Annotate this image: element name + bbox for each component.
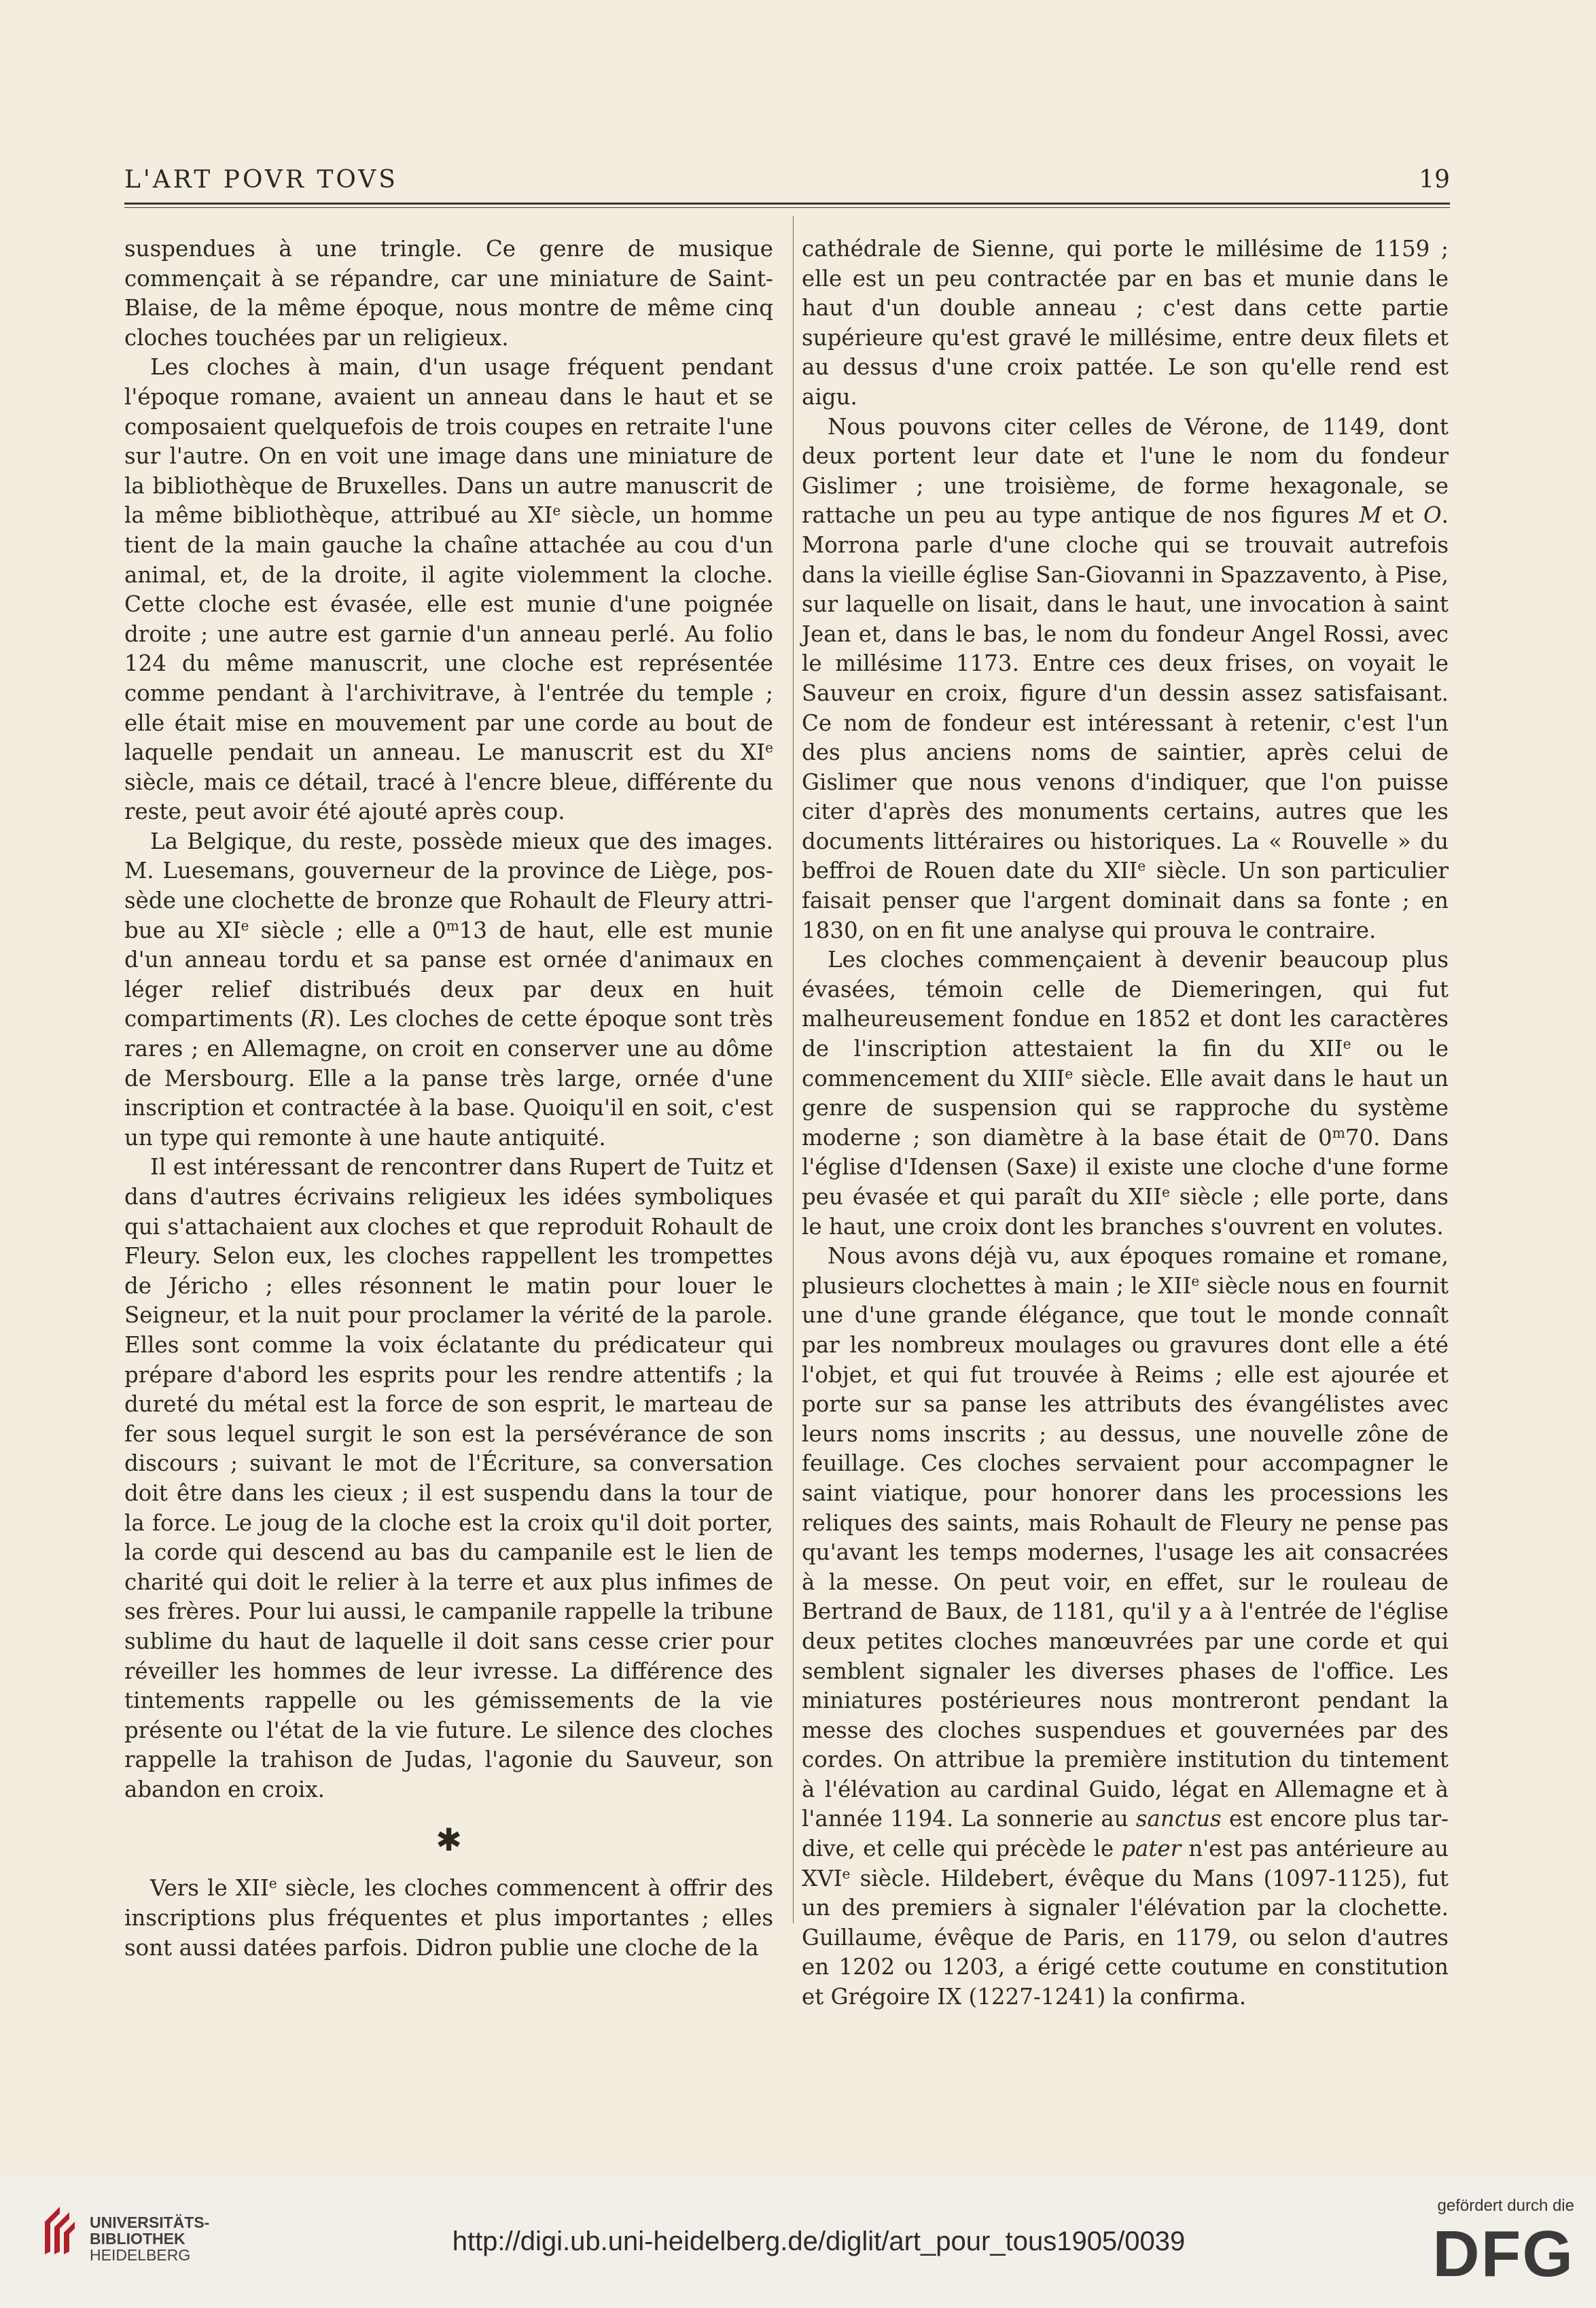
- running-header: [124, 166, 1450, 200]
- header-rule-thick: [124, 203, 1450, 205]
- right-column: [802, 234, 1449, 2012]
- running-title: L'ART POVR TOVS: [124, 166, 398, 194]
- dfg-logo: DFG: [1432, 2218, 1574, 2290]
- paragraph: Les cloches à main, d'un usage fréquent pendant l'époque romane, avaient un anneau dans le haut et se composaient quelquefois de trois coupes en retraite l'une sur l'autre. On en voit une image dans une miniature de la bibliothèque de Bruxelles. Dans un autre manuscrit de la même bibliothèque, attribué au XIe siècle, un homme tient de la main gauche la chaîne attachée au cou d'un animal, et, de la droite, il agite violemment la cloche. Cette cloche est évasée, elle est munie d'une poignée droite ; une autre est garnie d'un anneau perlé. Au folio 124 du même manuscrit, une cloche est représentée comme pendant à l'archivitrave, à l'entrée du temple ; elle était mise en mouvement par une corde au bout de laquelle pendait un anneau. Le manuscrit est du XIe siècle, mais ce détail, tracé à l'encre bleue, différente du reste, peut avoir été ajouté après coup.: [124, 354, 773, 825]
- library-name: UNIVERSITÄTS- BIBLIOTHEK HEIDELBERG: [90, 2214, 210, 2264]
- library-logo-icon: [42, 2204, 77, 2257]
- paragraph: Nous avons déjà vu, aux époques romaine et romane, plusieurs clochettes à main ; le XIIe siècle nous en fournit une d'une grande élégance, que tout le monde connaît par les nombreux moulages ou gravures dont elle a été l'objet, et qui fut trouvée à Reims ; elle est ajourée et porte sur sa panse les attributs des évangélistes avec leurs noms inscrits ; au dessus, une nouvelle zône de feuillage. Ces cloches servaient pour accompagner le saint viatique, pour honorer dans les processions les reliques des saints, mais Rohault de Fleury ne pense pas qu'avant les temps modernes, l'usage les ait consacrées à la messe. On peut voir, en effet, sur le rouleau de Bertrand de Baux, de 1181, qu'il y a à l'entrée de l'église deux petites cloches manœuvrées par une corde et qui semblent signaler les diverses phases de l'office. Les miniatures postérieures nous montreront pendant la messe des cloches suspendues et gouvernées par des cordes. On attribue la première institution du tintement à l'élévation au cardinal Guido, légat en Allemagne et à l'année 1194. La sonnerie au sanctus est encore plus tardive, et celle qui précède le pater n'est pas antérieure au XVIe siècle. Hildebert, évêque du Mans (1097-1125), fut un des premiers à signaler l'élévation par la clochette. Guillaume, évêque de Paris, en 1179, ou selon d'autres en 1202 ou 1203, a érigé cette coutume en constitution et Grégoire IX (1227-1241) la confirma.: [802, 1243, 1449, 2010]
- paragraph: Les cloches commençaient à devenir beaucoup plus évasées, témoin celle de Diemeringen, qui fut malheureusement fondue en 1852 et dont les caractères de l'inscription attestaient la fin du XIIe ou le commencement du XIIIe siècle. Elle avait dans le haut un genre de suspension qui se rapproche du système moderne ; son diamètre à la base était de 0$^m$70. Dans l'église d'Idensen (Saxe) il existe une cloche d'une forme peu évasée et qui paraît du XIIe siècle ; elle porte, dans le haut, une croix dont les branches s'ouvrent en volutes.: [802, 947, 1449, 1240]
- paragraph: suspendues à une tringle. Ce genre de musique commençait à se répandre, car une miniature de Saint-Blaise, de la même époque, nous montre de même cinq cloches touchées par un religieux.: [124, 236, 773, 351]
- paragraph: La Belgique, du reste, possède mieux que des images. M. Luesemans, gouverneur de la province de Liège, possède une clochette de bronze que Rohault de Fleury attribue au XIe siècle ; elle a 0$^m$13 de haut, elle est munie d'un anneau tordu et sa panse est ornée d'animaux en léger relief distribués deux par deux en huit compartiments (R). Les cloches de cette époque sont très rares ; en Allemagne, on croit en conserver une au dôme de Mersbourg. Elle a la panse très large, ornée d'une inscription et contractée à la base. Quoiqu'il en soit, c'est un type qui remonte à une haute antiquité.: [124, 828, 773, 1151]
- section-separator-asterisk: ✱: [436, 1821, 462, 1859]
- left-column: [124, 234, 773, 1963]
- paragraph: Nous pouvons citer celles de Vérone, de 1149, dont deux portent leur date et l'une le nom du fondeur Gislimer ; une troisième, de forme hexagonale, se rattache un peu au type antique de nos figures M et O. Morrona parle d'une cloche qui se trouvait autrefois dans la vieille église San-Giovanni in Spazzavento, à Pise, sur laquelle on lisait, dans le haut, une invocation à saint Jean et, dans le bas, le nom du fondeur Angel Rossi, avec le millésime 1173. Entre ces deux frises, on voyait le Sauveur en croix, figure d'un dessin assez satisfaisant. Ce nom de fondeur est intéressant à retenir, c'est l'un des plus anciens noms de saintier, après celui de Gislimer que nous venons d'indiquer, que l'on puisse citer d'après des monuments certains, autres que les documents littéraires ou historiques. La « Rouvelle » du beffroi de Rouen date du XIIe siècle. Un son particulier faisait penser que l'argent dominait dans sa fonte ; en 1830, on en fit une analyse qui prouva le contraire.: [802, 413, 1449, 943]
- paragraph: cathédrale de Sienne, qui porte le millésime de 1159 ; elle est un peu contractée par en bas et munie dans le haut d'un double anneau ; c'est dans cette partie supérieure qu'est gravé le millésime, entre deux filets et au dessus d'une croix pattée. Le son qu'elle rend est aigu.: [802, 236, 1449, 410]
- page-number: 19: [1419, 166, 1450, 194]
- funded-by-label: gefördert durch die: [1437, 2197, 1574, 2215]
- header-rule-thin: [124, 207, 1450, 208]
- paragraph: Vers le XIIe siècle, les cloches commencent à offrir des inscriptions plus fréquentes et plus importantes ; elles sont aussi datées parfois. Didron publie une cloche de la: [124, 1875, 773, 1961]
- paragraph: Il est intéressant de rencontrer dans Rupert de Tuitz et dans d'autres écrivains religieux les idées symboliques qui s'attachaient aux cloches et que reproduit Rohault de Fleury. Selon eux, les cloches rappellent les trompettes de Jéricho ; elles résonnent le matin pour louer le Seigneur, et la nuit pour proclamer la vérité de la parole. Elles sont comme la voix éclatante du prédicateur qui prépare d'abord les esprits pour les rendre attentifs ; la dureté du métal est la force de son esprit, le marteau de fer sous lequel surgit le son est la persévérance de son discours ; suivant le mot de l'Écriture, sa conversation doit être dans les cieux ; il est suspendu dans la tour de la force. Le joug de la cloche est la croix qu'il doit porter, la corde qui descend au bas du campanile est le lien de charité qui doit le relier à la terre et aux plus infimes de ses frères. Pour lui aussi, le campanile rappelle la tribune sublime du haut de laquelle il doit sans cesse crier pour réveiller les hommes de leur ivresse. La différence des tintements rappelle ou les gémissements de la vie présente ou l'état de la vie future. Le silence des cloches rappelle la trahison de Judas, l'agonie du Sauveur, son abandon en croix.: [124, 1154, 773, 1802]
- column-divider: [793, 216, 794, 1923]
- source-url-link[interactable]: http://digi.ub.uni-heidelberg.de/diglit/art_pour_tous1905/0039: [452, 2226, 1186, 2256]
